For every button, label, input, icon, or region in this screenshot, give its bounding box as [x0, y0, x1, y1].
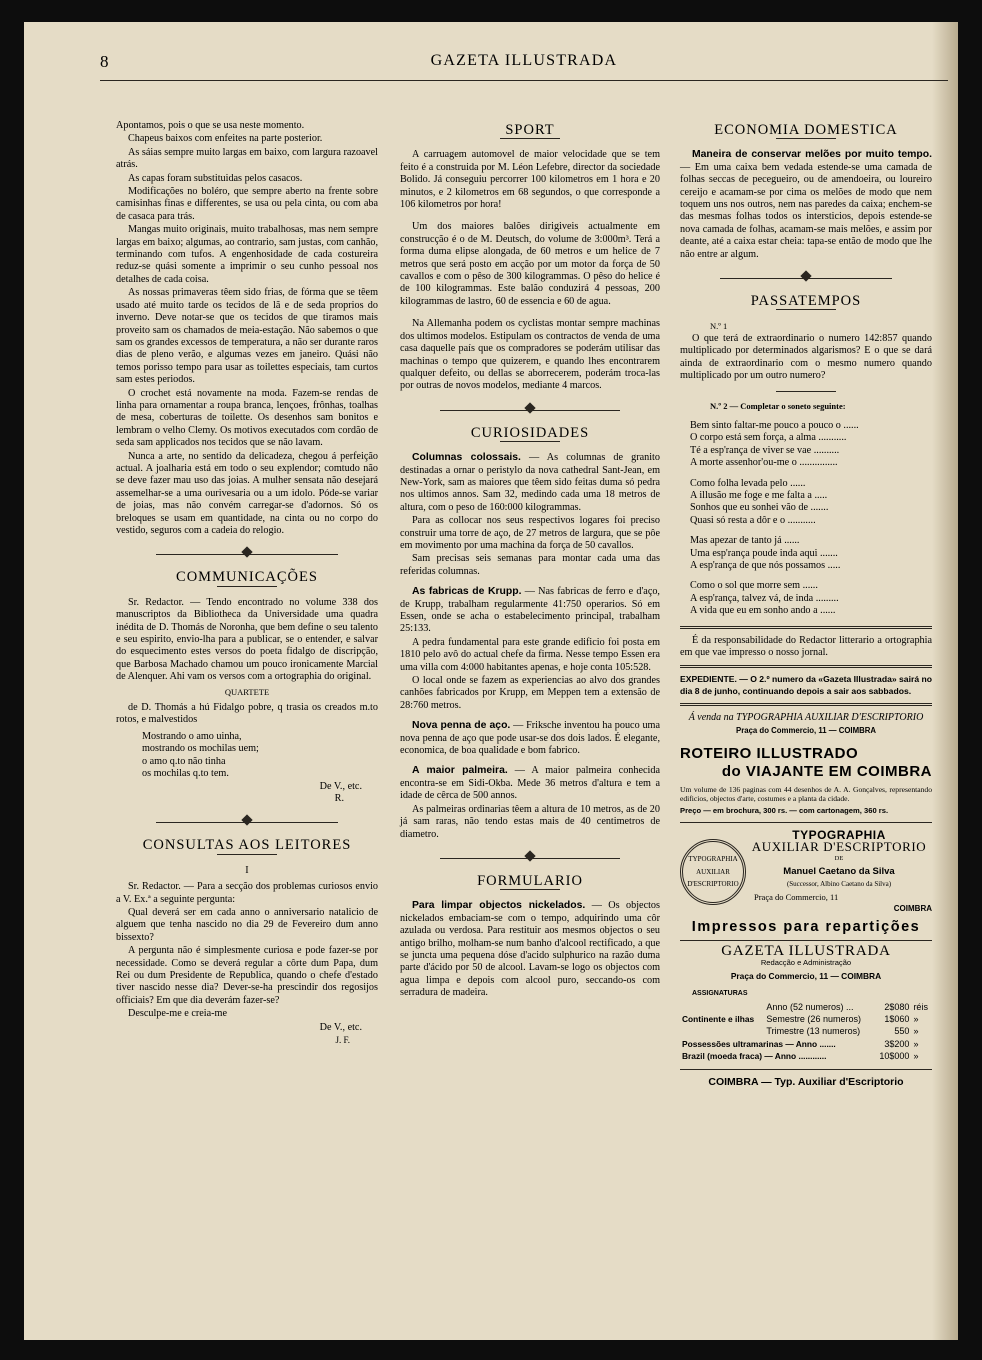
typographia-seal-logo: TYPOGRAPHIA AUXILIAR D'ESCRIPTORIO — [680, 839, 746, 905]
column-1 — [116, 120, 378, 1046]
paragraph: Desculpe-me e creia-me — [128, 1008, 227, 1020]
puzzle-1-text: O que terá de extraordinario o numero 142:857 quando multiplicado por determinados algarismos? E o que se dará ainda de extraordinario com o mesmo numero quando multiplicado por um outro numero? — [680, 332, 932, 382]
signature: De V., etc. — [319, 780, 362, 792]
paragraph: O crochet está novamente na moda. Fazem-se rendas de linha para ornamentar a roupa branca, lençoes, frônhas, toalhas de mesa, coberturas de toilette. Os desenhos sam bonitos e lembram o velho Clemy. Os motivos executados com cordão de seda sam applicados nos tecidos que se não lavam. — [116, 387, 378, 449]
paragraph: Chapeus baixos com enfeites na parte posterior. — [128, 133, 323, 145]
quartet-intro: de D. Thomás a hú Fidalgo pobre, q trasia os creados m.to rotos, e malvestidos — [116, 702, 378, 726]
sonnet-line: A morte assenhor'ou-me o ............... — [690, 457, 838, 469]
sonnet-line: A illusão me foge e me falta a ..... — [690, 489, 828, 501]
sport-item: A carruagem automovel de maior velocidade que se tem feito é a construida por M. Léon Lefebre, director da sociedade Bolido. Já conseguiu percorrer 100 kilometros em 1 hora e 20 minutos, e 2 kilometros em 68 segundos, o que corresponde a 106 kilometros por hora! — [400, 149, 660, 211]
sonnet-line: Té a esp'rança de viver se vae .......... — [690, 444, 840, 456]
verse-line: Mostrando o amo uinha, — [142, 730, 242, 742]
verse-line: o amo q.to não tinha — [142, 755, 226, 767]
subscriptions-label: ASSIGNATURAS — [692, 990, 748, 998]
column-2 — [400, 120, 660, 1001]
sport-item: Um dos maiores balões dirigiveis actualmente em construcção é o de M. Deutsch, do volume de 3:000m³. Terá a forma duma elipse alongada, de 60 metros e um helice de 7 metros que será posto em acção por um motor da força de 50 cavallos e com o pêso de 300 kilogrammas. O pêso do helice é de 100 kilogrammas. Este balão conduzirá 4 pessoas, 200 kilogrammas de lastro, 60 de essencia e 60 de agua. — [400, 221, 660, 307]
typographia-ad: TYPOGRAPHIA AUXILIAR D'ESCRIPTORIO TYPOGRAPHIA AUXILIAR D'ESCRIPTORIO DE Manuel Caetano da Silva (Successor, Albino Caetano da Silva) Praça do Commercio, 11 COIMBRA — [680, 822, 932, 916]
fashion-article — [116, 120, 378, 537]
header-rule — [100, 80, 948, 81]
sonnet-line: Mas apezar de tanto já ...... — [690, 535, 800, 547]
paragraph: As nossas primaveras têem sido frias, de fórma que se têem usado até muito tarde os tecidos de lã e de seda proprios do inverno. Deve notar-se que os tecidos de que tiramos mais proveito sam os chamados de meia-estação. Não sabemos o que sam os grandes excessos de temperatura, a não ser durante raros dias de pleno verão, e algumas vezes em janeiro. Quási não temos porisso tempo para usar as toilettes especiais, tam curtos sam estes periodos. — [116, 287, 378, 386]
quartet-verses — [116, 731, 378, 781]
economia-text: Maneira de conservar melões por muito tempo. — Em uma caixa bem vedada estende-se uma camada de folhas seccas de pecegueiro, ou de amendoeira, ou loureiro cereijo e acamam-se por cima os melões de modo que nem toquem uns nos outros, nem nas paredes da caixa; enchem-se das mesmas folhas todos os intersticios, depois estende-se nova camada de folhas, acamam-se mais melões, e assim por deante, até a caixa estar cheia: tapa-se então de modo que lhe não entre ar algum. — [680, 149, 932, 260]
sale-notice: Á venda na TYPOGRAPHIA AUXILIAR D'ESCRIPTORIO — [688, 712, 924, 724]
ornament-divider — [680, 271, 932, 285]
formulario-text: Para limpar objectos nickelados. — Os objectos nickelados embaciam-se com o tempo, adquirindo uma côr azulada ou verdosa. Para restituir aos mesmos objectos o seu antigo brilho, molham-se num banho d'alcool rectificado, a que se juncta uma pequena dóse d'acido sulphurico na razão duma parte d'ácido por 50 de alcool. Lavam-se logo os objectos com agua limpa e depois com alcool puro, seccando-os com serradura de madeira. — [400, 900, 660, 999]
quartet-label: QUARTETE — [224, 686, 270, 697]
typographia-title: TYPOGRAPHIA — [792, 827, 886, 842]
paragraph: Nunca a arte, no sentido da delicadeza, chegou á perfeição actual. A joalharia está em todo o seu explendor; comtudo não se deve fazer mau uso das joias. A mulher sensata não desejará assemelhar-se a uma ourivesaria ou a um idolo. Póde-se variar de joias, mas não convém carregar-se d'adornos. Só os breloques se usam em quantidade, na cinta ou no corpo do vestido, seguros com a cadeia do relogio. — [116, 450, 378, 536]
paragraph: A pergunta não é simplesmente curiosa e pode fazer-se por necessidade. Como se deverá regular a côrte dum Papa, dum Rei ou dum Presidente de Republica, quando o chefe d'estado tiver nascido nesse dia? Dever-se-ha prescindir dos regosijos officiais? Em que dia deverám fazer-se? — [116, 945, 378, 1006]
expediente-notice: EXPEDIENTE. — O 2.º numero da «Gazeta Illustrada» sairá no dia 8 de junho, continuando depois a sair aos sabbados. — [680, 674, 932, 696]
sonnet-line: Como o sol que morre sem ...... — [690, 580, 818, 592]
column-3: ECONOMIA DOMESTICA Maneira de conservar melões por muito tempo. — Em uma caixa bem vedada estende-se uma camada de folhas seccas de pecegueiro, ou de amendoeira, ou loureiro cereijo e acamam-se por cima os melões de modo que nem toquem uns nos outros, nem nas paredes da caixa; enchem-se das mesmas folhas todos os intersticios, depois estende-se nova camada de folhas, acamam-se mais melões, e assim por deante, até a caixa estar cheia: tapa-se então de modo que lhe não entre ar algum. PASSATEMPOS N.º 1 O que terá de extraordinario o numero 142:857 quando multiplicado por determinados algarismos? E o que se dará ainda de extraordinario com o mesmo numero quando multiplicado por um outro numero? N.º 2 — Completar o soneto seguinte: Bem sinto faltar-me pouco a pouco o ...... O corpo está sem força, a alma ........... Té a esp'rança de viver se vae .......... A morte assenhor'ou-me o ............... Como folha levada pelo ...... A illusão me foge e me falta a ..... Sonhos que eu sonhei vão de ....... Quasi só resta a dôr e o ........... Mas apezar de tanto já ...... Uma esp'rança poude inda aqui ....... A esp'rança de que nós possamos ..... Como o sol que morre sem ...... A esp'rança, talvez vá, de inda ......... A vida que eu em sonho ando a ...... É da responsabilidade do Redactor litterario a ortographia em que vae impresso o nosso jornal. EXPEDIENTE. — O 2.º numero da «Gazeta Illustrada» sairá no dia 8 de junho, continuando depois a sair aos sabbados. Á venda na TYPOGRAPHIA AUXILIAR D'ESCRIPTORIO Praça do Commercio, 11 — COIMBRA ROTEIRO ILLUSTRADO do VIAJANTE EM COIMBRA Um volume de 136 paginas com 44 desenhos de A. A. Gonçalves, representando edificios, objectos d'arte, costumes e a planta da cidade. Preço — em brochura, 300 rs. — com cartonagem, 360 rs. TYPOGRAPHIA AUXILIAR D'ESCRIPTORIO TYPOGRAPHIA AUXILIAR D'ESCRIPTORIO DE Manuel Caetano da Silva (Successor, Albino Caetano da Silva) Praça do Commercio, 11 COIMBRA Impressos para repartições GAZETA ILLUSTRADA Redacção e Administração Praça do Commercio, 11 — COIMBRA ASSIGNATURAS Continente e ilhas Anno (52 numeros) ... 2$080 réis Semestre (26 numeros) 1$060 » Trimestre (13 numeros) 550 » Possessões ultramarinas — Anno ....... 3$200 » Brazil (moeda fraca) — Anno ............ 10$000 » COIMBRA — Typ. Auxiliar d'Escriptorio — [680, 122, 932, 1088]
sonnet-line: O corpo está sem força, a alma ........... — [690, 432, 847, 444]
footer-imprint: COIMBRA — Typ. Auxiliar d'Escriptorio — [708, 1075, 904, 1088]
section-title-economia: ECONOMIA DOMESTICA — [714, 122, 898, 138]
paragraph: Apontamos, pois o que se usa neste momento. — [116, 120, 305, 131]
sonnet-line: Uma esp'rança poude inda aqui ....... — [690, 547, 838, 559]
sonnet-line: Quasi só resta a dôr e o ........... — [690, 514, 816, 526]
curiosity-lead: As fabricas de Krupp. — [412, 586, 522, 598]
puzzle-2-label: N.º 2 — Completar o soneto seguinte: — [710, 400, 846, 411]
puzzle-1-label: N.º 1 — [710, 321, 728, 332]
curiosity-paragraph: Para as collocar nos seus respectivos logares foi preciso construir uma torre de aço, de 27 metros de largura, que se pôe em movimento por uma machina da força de 50 cavallos. — [400, 515, 660, 551]
newspaper-title: GAZETA ILLUSTRADA — [430, 52, 618, 69]
roteiro-title-line-1: ROTEIRO ILLUSTRADO — [680, 745, 859, 763]
typographia-subtitle: AUXILIAR D'ESCRIPTORIO — [751, 839, 927, 855]
gazeta-ad-title: GAZETA ILLUSTRADA — [721, 942, 891, 959]
verse-line: os mochilas q.to tem. — [142, 768, 229, 780]
curiosity-paragraph: Sam precisas seis semanas para montar cada uma das referidas columnas. — [400, 553, 660, 577]
paragraph: Modificações no boléro, que sempre aberto na frente sobre camisinhas finas e differentes, se usa ou pela cinta, ou com aba de casaca para trás. — [116, 186, 378, 222]
typographia-owner: Manuel Caetano da Silva — [783, 865, 895, 877]
curiosities-text — [400, 452, 660, 841]
sport-item: Na Allemanha podem os cyclistas montar sempre machinas dos ultimos modelos. Estipulam os contractos de venda de uma casa daquelle país que os compradores se poderám utilisar das machinas o tempo que quizerem, e quando lhes encontrarem qualquer defeito, ou dellas se aborrecerem, poderám troca-las por outras de novos modelos, mediante 4 marcos. — [400, 318, 660, 392]
roteiro-title-line-2: do VIAJANTE EM COIMBRA — [721, 763, 932, 781]
subscriptions-table: Continente e ilhas Anno (52 numeros) ... 2$080 réis Semestre (26 numeros) 1$060 » Trimestre (13 numeros) 550 » Possessões ultramarinas — Anno ....... 3$200 » Brazil (moeda fraca) — Anno ............ 10$000 » — [682, 1001, 928, 1062]
page-number: 8 — [100, 52, 110, 71]
page-header — [100, 52, 948, 82]
signature: De V., etc. — [319, 1021, 362, 1033]
impressos-banner: Impressos para repartições — [691, 919, 921, 936]
section-title-communicacoes: COMMUNICAÇÕES — [176, 569, 318, 586]
curiosity-paragraph: As fabricas de Krupp. — Nas fabricas de ferro e d'aço, de Krupp, trabalham regularmente 41:750 operarios. Só em Essen, onde se acha o estabelecimento principal, trabalham 25:133. — [400, 586, 660, 635]
communication-text: Sr. Redactor. — Tendo encontrado no volume 338 dos manuscriptos da Bibliotheca da Universidade uma quadra inédita de D. Thomás de Noronha, que bem define o seu talento e seu espirito, envio-lha para a publicar, se o entender, e salvar do esquecimento estes versos do poeta fidalgo de discripção, que Barbosa Machado chamou um pouco ironicamente Marcial de Alenquer. Ahi vam os versos com a ortographia do original. — [116, 596, 378, 683]
sonnet-stanza — [680, 420, 932, 470]
section-title-sport: SPORT — [505, 122, 555, 138]
sonnet-line: Sonhos que eu sonhei vão de ....... — [690, 502, 829, 514]
ornament-divider — [400, 403, 660, 417]
sonnet-line: A esp'rança de que nós possamos ..... — [690, 559, 841, 571]
ornament-divider — [400, 851, 660, 865]
sonnet-line: A esp'rança, talvez vá, de inda ......... — [690, 592, 839, 604]
consulta-number: I — [245, 864, 249, 876]
sonnet-line: Bem sinto faltar-me pouco a pouco o ...... — [690, 419, 859, 431]
sonnet-line: Como folha levada pelo ...... — [690, 477, 806, 489]
signature-initial: R. — [334, 792, 344, 804]
sport-news — [400, 149, 660, 392]
ornament-divider — [116, 815, 378, 829]
sonnet-stanza — [680, 535, 932, 572]
paragraph: As sáias sempre muito largas em baixo, com largura razoavel atrás. — [116, 146, 378, 171]
ornament-divider — [116, 547, 378, 561]
curiosity-lead: Columnas colossais. — [412, 452, 521, 464]
curiosity-lead: A maior palmeira. — [412, 765, 508, 777]
consulta-text — [116, 881, 378, 1020]
sonnet-stanza — [680, 580, 932, 617]
sale-address: Praça do Commercio, 11 — COIMBRA — [736, 725, 876, 735]
curiosity-lead: Nova penna de aço. — [412, 720, 511, 732]
roteiro-description: Um volume de 136 paginas com 44 desenhos de A. A. Gonçalves, representando edificios, objectos d'arte, costumes e a planta da cidade. — [680, 785, 932, 804]
sonnet — [680, 420, 932, 618]
verse-line: mostrando os mochilas uem; — [142, 743, 259, 755]
section-title-formulario: FORMULARIO — [477, 872, 583, 889]
curiosity-paragraph: Nova penna de aço. — Friksche inventou ha pouco uma nova penna de aço que pode usar-se dos dois lados. É elegante, economica, de boa qualidade e bom fabrico. — [400, 720, 660, 757]
section-title-curiosidades: CURIOSIDADES — [470, 424, 590, 441]
paragraph: Sr. Redactor. — Para a secção dos problemas curiosos envio a V. Ex.ª a seguinte pergunta: — [116, 881, 378, 905]
signature-initial: J. F. — [335, 1035, 350, 1045]
responsibility-note: É da responsabilidade do Redactor litterario a ortographia em que vae impresso o nosso jornal. — [680, 634, 932, 658]
curiosity-paragraph: A maior palmeira. — A maior palmeira conhecida encontra-se em Sidi-Okba. Mede 36 metros d'altura e tem a idade de cêrca de 500 annos. — [400, 765, 660, 802]
sonnet-stanza — [680, 478, 932, 528]
section-title-passatempos: PASSATEMPOS — [750, 293, 862, 310]
paragraph: As capas foram substituidas pelos casacos. — [128, 172, 303, 184]
section-title-consultas: CONSULTAS AOS LEITORES — [142, 837, 352, 854]
curiosity-paragraph: O local onde se fazem as experiencias ao alvo dos grandes canhões fabricados por Krupp, em Meppen tem a extensão de 28:760 metros. — [400, 675, 660, 711]
sonnet-line: A vida que eu em sonho ando a ...... — [690, 605, 836, 617]
curiosity-paragraph: As palmeiras ordinarias têem a altura de 10 metros, as de 20 já sam raras, não tendo estas mais de 40 centimetros de diametro. — [400, 803, 660, 840]
paragraph: Qual deverá ser em cada anno o anniversario natalicio de alguem que tenha nascido no dia 29 de Fevereiro dum anno bissexto? — [116, 906, 378, 943]
curiosity-paragraph: Columnas colossais. — As columnas de granito destinadas a ornar o peristylo da nova cathedral Sant-Jean, em New-York, sam as maiores que têem sido feitas duma só pedra nos ultimos annos. Sam 32, medindo cada uma 18 metros de altura, com o peso de 160:000 kilogrammas. — [400, 452, 660, 513]
roteiro-price: Preço — em brochura, 300 rs. — com cartonagem, 360 rs. — [680, 806, 889, 816]
curiosity-paragraph: A pedra fundamental para este grande edificio foi posta em 1810 pelo avô do actual chefe da firma. Nesse tempo Essen era uma villa com 4:000 habitantes apenas, e hoje conta 105:528. — [400, 636, 660, 673]
paragraph: Mangas muito originais, muito trabalhosas, mas nem sempre largas em baixo; algumas, ao contrario, sam justas, com canhão, terminando com tufos. A engenhosidade de cada costureira reduz-se quási somente a imprimir o seu cunho pessoal nos detalhes de cada coisa. — [116, 224, 378, 285]
